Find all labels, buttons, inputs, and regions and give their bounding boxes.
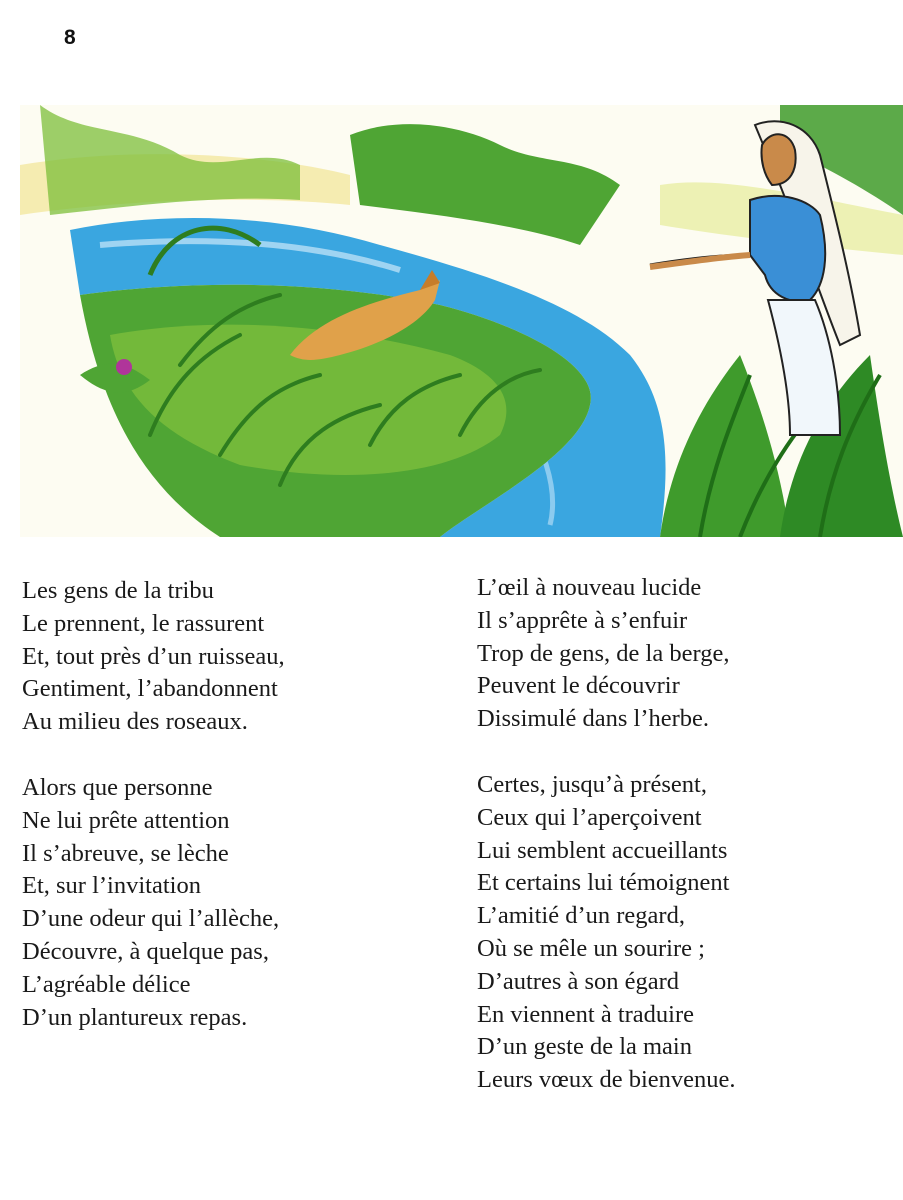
verse-line: Il s’abreuve, se lèche <box>22 839 229 867</box>
verse-line: Dissimulé dans l’herbe. <box>477 705 710 733</box>
poem-left-column <box>22 575 422 1067</box>
stanza <box>477 572 887 736</box>
verse-line: Leurs vœux de bienvenue. <box>477 1066 736 1094</box>
verse-line: Certes, jusqu’à présent, <box>477 770 707 798</box>
verse-line: D’un plantureux repas. <box>22 1003 248 1031</box>
verse-line: D’autres à son égard <box>477 967 680 995</box>
verse-line: Où se mêle un sourire ; <box>477 934 705 962</box>
verse-line: Alors que personne <box>22 773 213 801</box>
verse-line: Peuvent le découvrir <box>477 672 680 700</box>
verse-line: L’agréable délice <box>22 970 191 998</box>
verse-line: Il s’apprête à s’enfuir <box>477 606 688 634</box>
verse-line: Les gens de la tribu <box>22 577 214 604</box>
verse-line: Et certains lui témoignent <box>477 869 730 897</box>
verse-line: L’amitié d’un regard, <box>477 902 685 930</box>
illustration-drawing <box>20 105 903 537</box>
verse-line: Trop de gens, de la berge, <box>477 639 730 667</box>
stanza <box>22 772 422 1034</box>
verse-line: Et, sur l’invitation <box>22 872 201 900</box>
verse-line: D’une odeur qui l’allèche, <box>22 905 280 933</box>
stanza <box>22 575 422 739</box>
verse-line: Gentiment, l’abandonnent <box>22 675 278 703</box>
stanza <box>477 769 887 1097</box>
verse-line: Découvre, à quelque pas, <box>22 937 269 965</box>
verse-line: Ceux qui l’aperçoivent <box>477 803 702 831</box>
verse-line: L’œil à nouveau lucide <box>477 574 702 601</box>
verse-line: Lui semblent accueillants <box>477 836 728 864</box>
verse-line: Au milieu des roseaux. <box>22 708 248 736</box>
verse-line: Le prennent, le rassurent <box>22 609 265 637</box>
verse-line: Et, tout près d’un ruisseau, <box>22 642 285 670</box>
poem-right-column <box>477 572 887 1130</box>
verse-line: En viennent à traduire <box>477 1000 695 1028</box>
verse-line: Ne lui prête attention <box>22 806 230 834</box>
verse-line: D’un geste de la main <box>477 1033 692 1061</box>
page-number: 8 <box>64 26 76 49</box>
river-scene-illustration <box>20 105 903 537</box>
